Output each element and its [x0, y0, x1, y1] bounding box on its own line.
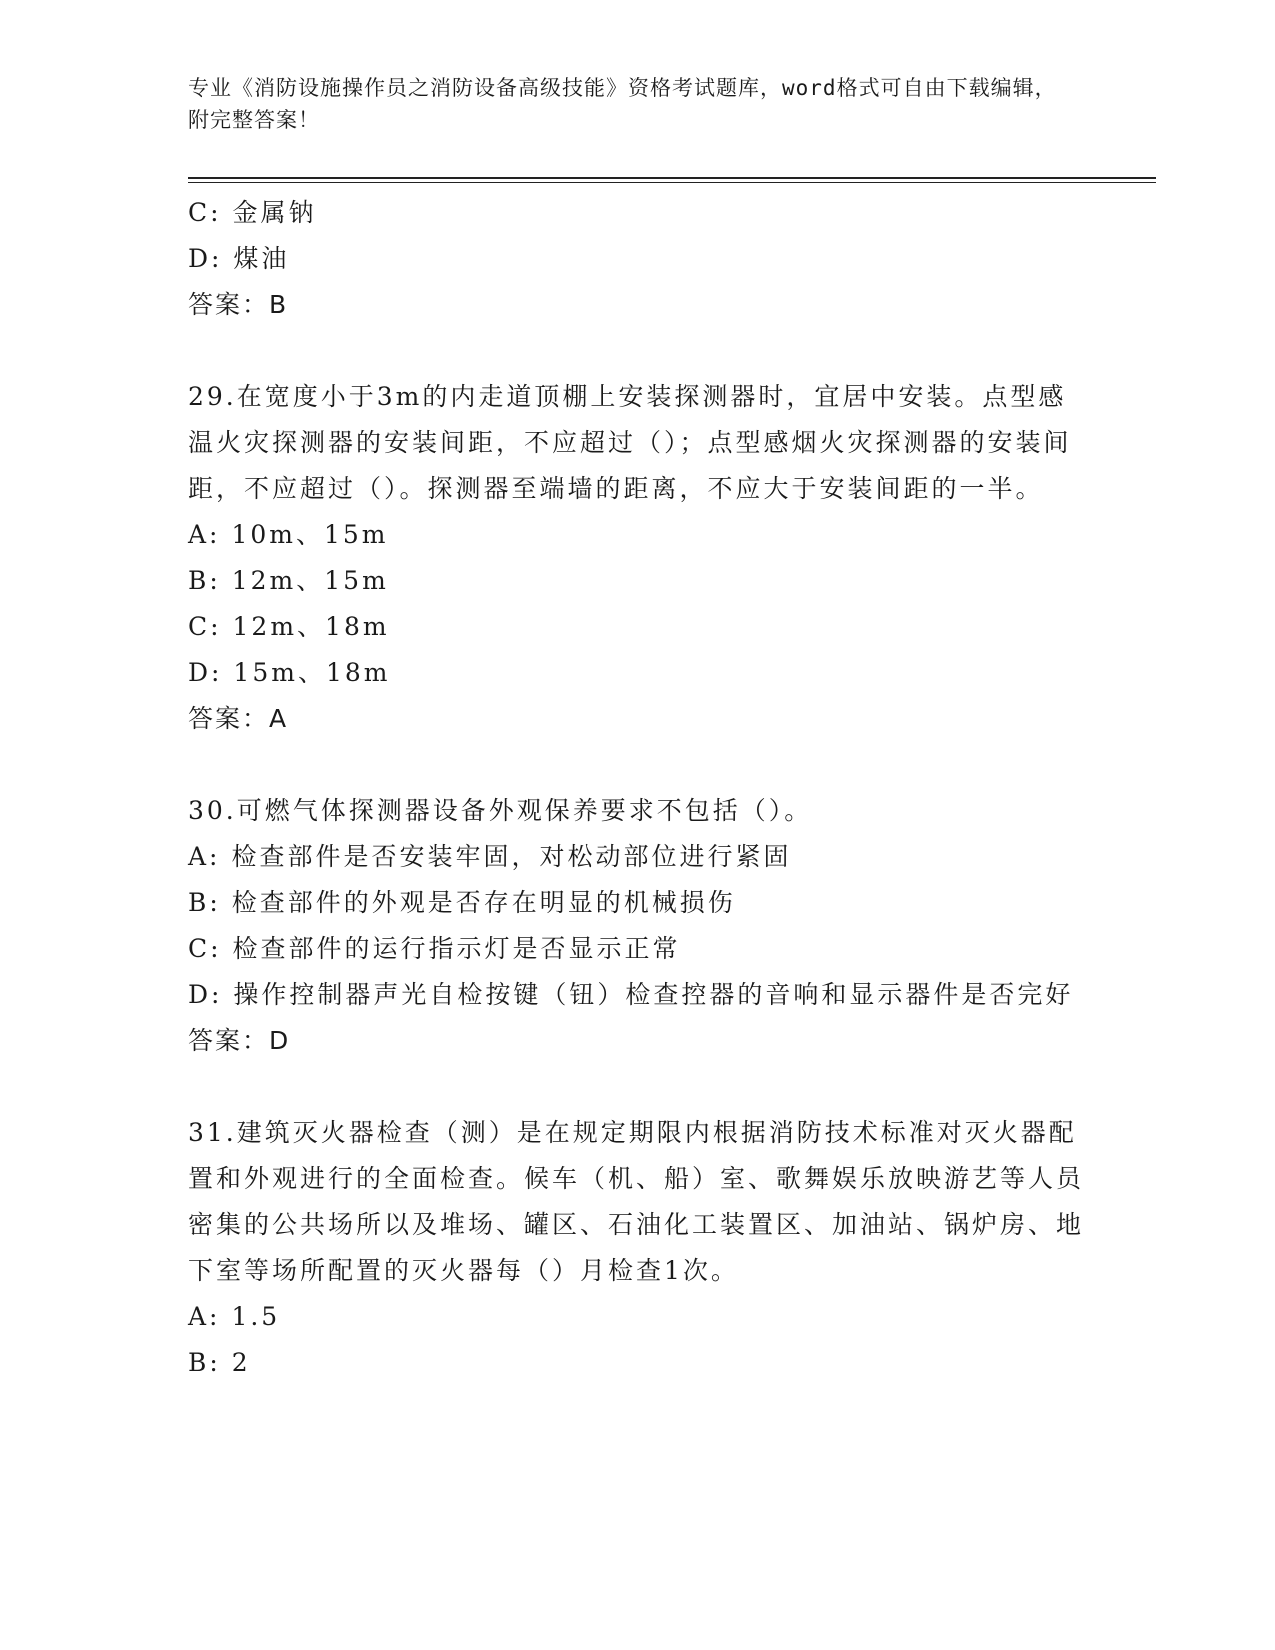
option-c: C: 检查部件的运行指示灯是否显示正常 [188, 934, 681, 963]
answer-line: 答案：B [188, 290, 289, 319]
option-b: B: 2 [188, 1348, 251, 1377]
answer-line: 答案：A [188, 704, 289, 733]
question-content [188, 190, 1088, 1386]
option-b: B: 检查部件的外观是否存在明显的机械损伤 [188, 888, 736, 917]
option-d: D: 15m、18m [188, 658, 391, 687]
prev-question-tail [188, 190, 1088, 328]
document-header [188, 72, 1068, 136]
header-text: 专业《消防设施操作员之消防设备高级技能》资格考试题库，word格式可自由下载编辑，附完整答案！ [188, 76, 1057, 132]
option-a: A: 检查部件是否安装牢固，对松动部位进行紧固 [188, 842, 792, 871]
question-stem: 29.在宽度小于3m的内走道顶棚上安装探测器时，宜居中安装。点型感温火灾探测器的安装间距，不应超过（）；点型感烟火灾探测器的安装间距，不应超过（）。探测器至端墙的距离，不应大于安装间距的一半。 [188, 382, 1072, 503]
option-c: C: 12m、18m [188, 612, 390, 641]
header-rule-thin [188, 182, 1156, 183]
question-31 [188, 1110, 1088, 1386]
option-c: C: 金属钠 [188, 198, 317, 227]
answer-line: 答案：D [188, 1026, 291, 1055]
question-stem: 30.可燃气体探测器设备外观保养要求不包括（）。 [188, 796, 813, 825]
option-b: B: 12m、15m [188, 566, 389, 595]
question-29 [188, 374, 1088, 742]
option-d: D: 煤油 [188, 244, 290, 273]
question-30 [188, 788, 1088, 1064]
header-rule-thick [188, 177, 1156, 179]
question-stem: 31.建筑灭火器检查（测）是在规定期限内根据消防技术标准对灭火器配置和外观进行的全面检查。候车（机、船）室、歌舞娱乐放映游艺等人员密集的公共场所以及堆场、罐区、石油化工装置区、加油站、锅炉房、地下室等场所配置的灭火器每（）月检查1次。 [188, 1118, 1085, 1285]
option-a: A: 1.5 [188, 1302, 281, 1331]
option-a: A: 10m、15m [188, 520, 389, 549]
option-d: D: 操作控制器声光自检按键（钮）检查控器的音响和显示器件是否完好 [188, 980, 1074, 1009]
